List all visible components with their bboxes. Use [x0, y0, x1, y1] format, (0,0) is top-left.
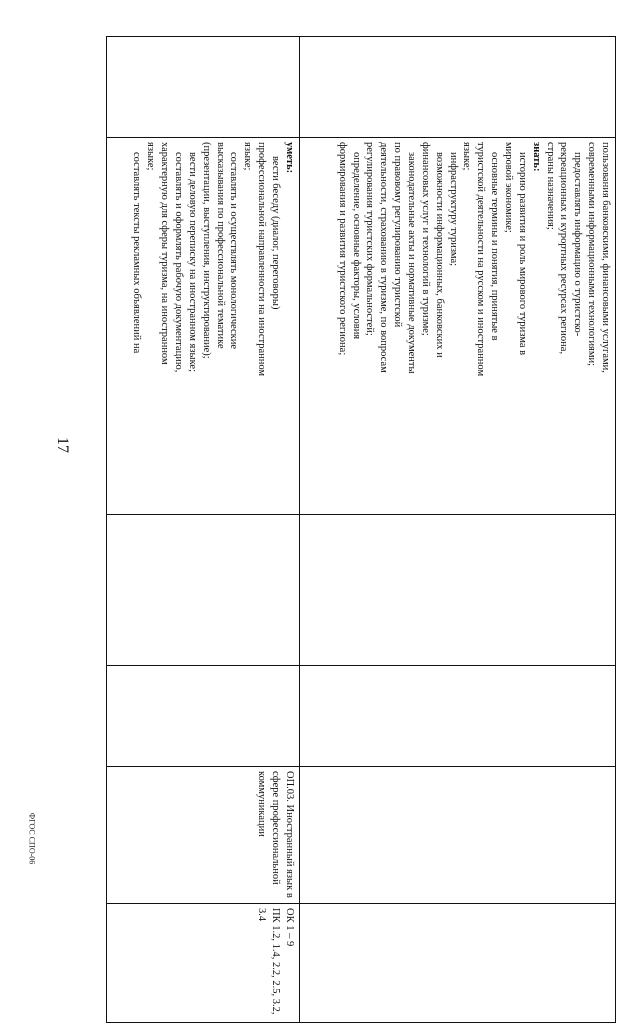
requirement-line: языке; [461, 142, 473, 171]
requirements-cell-row2 [107, 138, 300, 515]
requirement-line: определение, основные факторы, условия [350, 152, 362, 340]
requirement-line: составлять тексты рекламных объявлений на [131, 152, 143, 354]
requirement-line: законодательные акты и нормативные документы [405, 152, 417, 374]
requirement-line: языке; [242, 142, 254, 171]
requirements-text-row1 [335, 142, 612, 510]
discipline-cell-row1 [299, 767, 615, 904]
requirement-line: основные термины и понятия, принятые в [489, 152, 501, 341]
requirement-line: мировой экономике; [502, 142, 514, 233]
requirement-line: деятельности, страхованию в туризме, по вопросам [378, 142, 390, 373]
standards-table [106, 36, 616, 1015]
requirement-line: инфраструктуру туризма; [447, 152, 459, 267]
requirement-line: историю развития и роль мирового туризма в [516, 152, 528, 356]
discipline-name: ОП.03. Иностранный язык в сфере профессиональной коммуникации [256, 771, 295, 898]
requirement-line: страны назначения; [544, 142, 556, 230]
requirement-line: рекреационных и курортных ресурсах региона, [558, 142, 570, 355]
competencies-cell-row1 [299, 904, 615, 1023]
requirement-line: по правовому регулированию туристской [392, 142, 404, 328]
table-row-1 [299, 37, 615, 1023]
requirement-line: туристской деятельности на русском и иностранном [475, 142, 487, 377]
requirement-line: профессиональной направленности на иностранном [256, 142, 268, 377]
general-competencies: ОК 1 – 9 [283, 908, 295, 947]
requirement-line: пользования банковскими, финансовыми услугами, [600, 142, 611, 373]
requirement-line: характерную для сферы туризма, на иностранном [159, 142, 171, 365]
requirement-line: составлять и оформлять рабочую документацию, [172, 152, 184, 373]
requirement-line: языке; [145, 142, 157, 171]
professional-competencies: ПК 1.2, 1.4, 2.2, 2.5, 3.2, 3.4 [256, 908, 281, 1015]
hours-cell-row2 [107, 515, 300, 666]
page-number: 17 [54, 437, 71, 453]
discipline-cell-row2 [107, 767, 300, 904]
requirements-cell-row1 [299, 138, 615, 515]
hours-cell-2-row2 [107, 666, 300, 767]
requirement-line: формирования и развития туристского региона; [336, 142, 348, 356]
hours-cell-row1 [299, 515, 615, 666]
requirement-line: современными информационными технологиями; [586, 142, 598, 367]
requirement-line: финансовых услуг и технологий в туризме; [419, 142, 431, 336]
requirement-line: вести беседу (диалог, переговоры) [269, 156, 281, 310]
requirement-line: предоставлять информацию о туристско- [572, 152, 584, 337]
index-cell-row2 [107, 37, 300, 138]
requirements-text-row2 [130, 142, 296, 510]
index-cell-row1 [299, 37, 615, 138]
footer-code: ФГОС СПО-06 [27, 812, 37, 865]
requirement-line: знать: [530, 142, 542, 172]
requirement-line: возможности информационных, банковских и [433, 152, 445, 358]
requirement-line: вести деловую переписку на иностранном языке; [186, 152, 198, 372]
requirement-line: регулирования туристских формальностей; [364, 142, 376, 336]
requirement-line: составлять и осуществлять монологические [228, 152, 240, 350]
requirement-line: высказывания по профессиональной тематике [214, 142, 226, 349]
table-row-2 [107, 37, 300, 1023]
requirement-line: (презентации, выступления, инструктирование); [200, 142, 212, 359]
hours-cell-2-row1 [299, 666, 615, 767]
competencies-cell-row2 [107, 904, 300, 1023]
requirement-line: уметь: [283, 142, 295, 174]
